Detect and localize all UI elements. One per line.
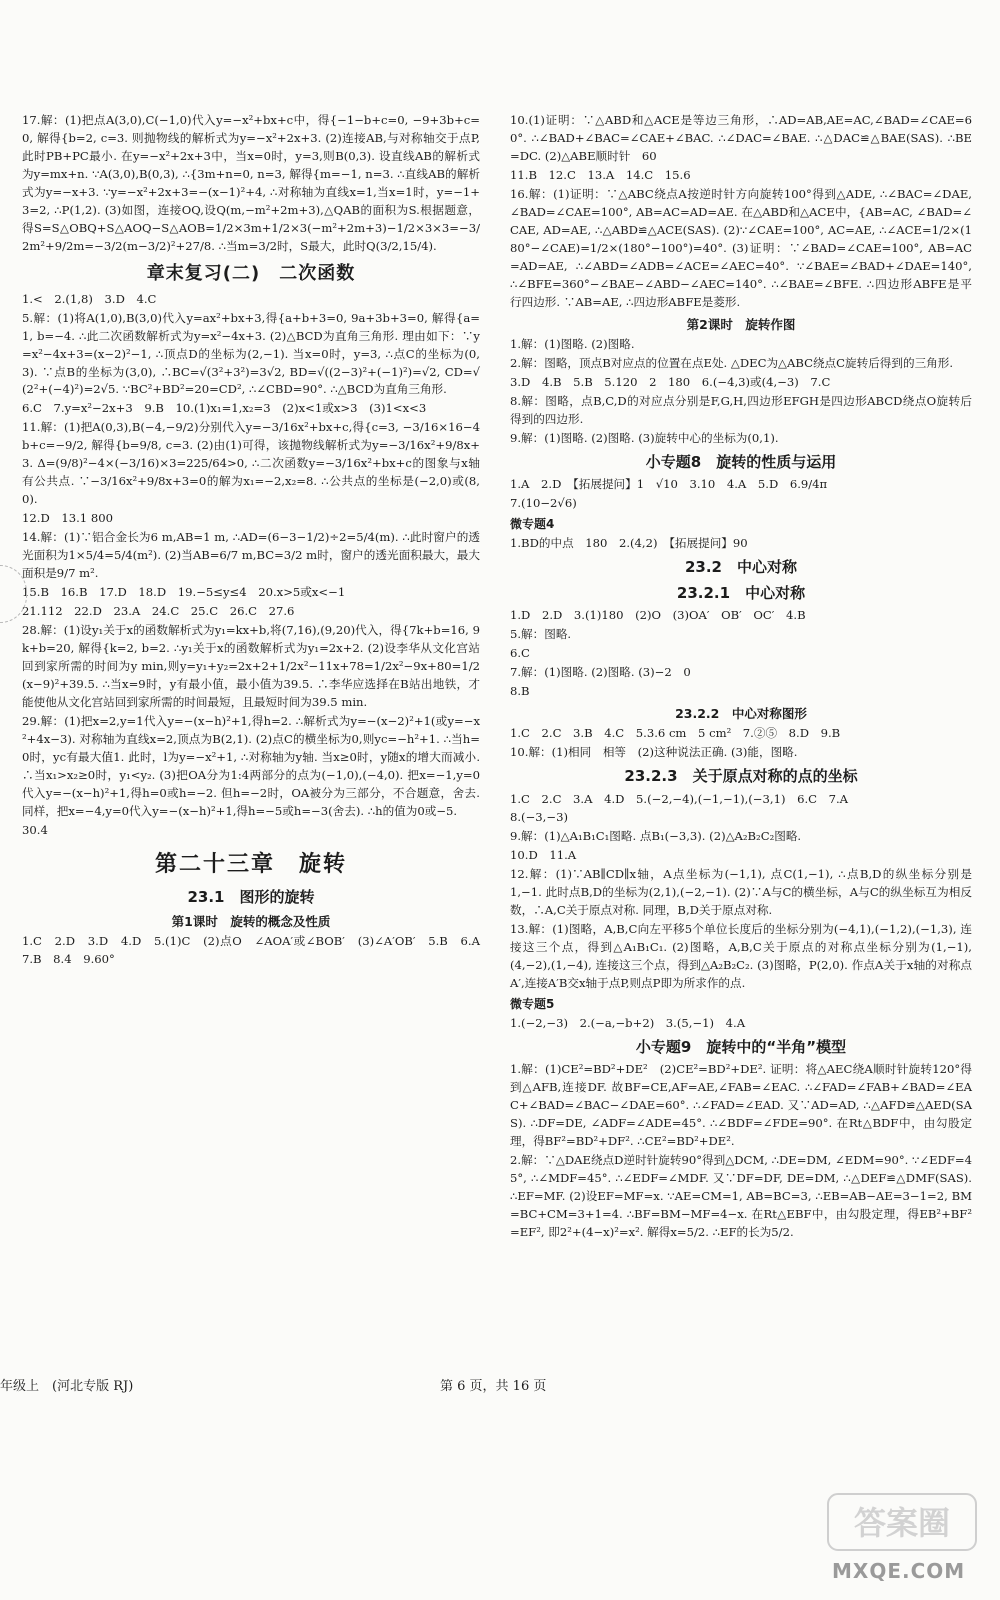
watermark-site: MXQE.COM — [832, 1559, 966, 1583]
subsection-title: 23.2.3 关于原点对称的点的坐标 — [624, 767, 858, 786]
answer-paragraph: 7.(10−2√6) — [510, 496, 577, 511]
answer-paragraph: 1.< 2.(1,8) 3.D 4.C — [22, 291, 157, 306]
answer-paragraph: 8.(−3,−3) — [510, 810, 568, 825]
subsection-title: 小专题8 旋转的性质与运用 — [645, 452, 837, 471]
subsection-title: 23.1 图形的旋转 — [187, 887, 315, 906]
footer-book-title: 年级上 (河北专版 RJ) — [0, 1379, 134, 1394]
answer-paragraph: 1.BD的中点 180 2.(4,2) 【拓展提问】90 — [510, 535, 748, 550]
answer-paragraph: 1.解：(1)CE²=BD²+DE² (2)CE²=BD²+DE². 证明：将△AEC绕A顺时针旋转120°得到△AFB,连接DF. 故BF=CE,AF=AE,∠FAB=∠EAC. ∴∠FAD=∠FAB+∠BAD=∠EAC+∠BAD=∠BAC−∠DAE=60°. ∴∠FAD=∠EAD. 又∵AD=AD, ∴△AFD≌△AED(SAS). ∴DF=DE, ∠ADF=∠ADE=45°. ∴∠BDF=∠FDE=90°. 在Rt△BDF中，由勾股定理，得BF²=BD²+DF². ∴CE²=BD²+DE². — [510, 1061, 972, 1148]
answer-paragraph: 29.解：(1)把x=2,y=1代入y=−(x−h)²+1,得h=2. ∴解析式为y=−(x−2)²+1(或y=−x²+4x−3). 对称轴为直线x=2,顶点为B(2,1). (2)点C的横坐标为0,则yc=−h²+1. ∴当h=0时，yc有最大值1. 此时，l为y=−x²+1, ∴对称轴为y轴. 当x≥0时，y随x的增大而减小. ∴当x₁>x₂≥0时，y₁<y₂. (3)把OA分为1:4两部分的点为(−1,0),(−4,0). 把x=−1,y=0代入y=−(x−h)²+1,得h=0或h=−2. 但h=−2时，OA被分为三部分，不合题意，舍去. 同样，把x=−4,y=0代入y=−(x−h)²+1,得h=−5或h=−3(舍去). ∴h的值为0或−5. — [22, 713, 480, 818]
lesson-title: 23.2.2 中心对称图形 — [675, 705, 807, 721]
micro-topic-label: 微专题5 — [510, 997, 555, 1012]
answer-paragraph: 16.解：(1)证明：∵△ABC绕点A按逆时针方向旋转100°得到△ADE, ∴∠BAC=∠DAE, ∠BAD=∠CAE=100°, AB=AC=AD=AE. 在△ABD和△ACE中，{AB=AC, ∠BAD=∠CAE, AD=AE, ∴△ABD≌△ACE(SAS). (2)∵∠CAE=100°, AC=AE, ∴∠ACE=1/2×(180°−∠CAE)=1/2×(180°−100°)=40°. (3)证明：∵∠BAD=∠CAE=100°, AB=AC=AD=AE, ∴∠ABD=∠ADB=∠ACE=∠AEC=40°. ∵∠BAE=∠BAD+∠DAE=140°, ∴∠BFE=360°−∠BAE−∠ABD−∠AEC=140°. ∴∠BAE=∠BFE. ∴四边形ABFE是平行四边形. ∵AB=AE, ∴四边形ABFE是菱形. — [510, 186, 972, 309]
answer-paragraph: 13.解：(1)图略，A,B,C向左平移5个单位长度后的坐标分别为(−4,1),(−1,2),(−1,3), 连接这三个点，得到△A₁B₁C₁. (2)图略，A,B,C关于原点的对称点坐标分别为(1,−1),(4,−2),(1,−4), 连接这三个点，得到△A₂B₂C₂. (3)图略，P(2,0). 作点A关于x轴的对称点A′,连接A′B交x轴于点P,则点P即为所求作的点. — [510, 922, 972, 991]
answer-paragraph: 2.解：图略，顶点B对应点的位置在点E处. △DEC为△ABC绕点C旋转后得到的三角形. — [510, 356, 954, 370]
answer-paragraph: 3.D 4.B 5.B 5.120 2 180 6.(−4,3)或(4,−3) 7.C — [510, 374, 831, 389]
answer-paragraph: 5.解：图略. — [510, 627, 572, 642]
right-column — [510, 112, 972, 1243]
answer-paragraph: 8.B — [510, 683, 530, 698]
answer-paragraph: 12.解：(1)∵AB∥CD∥x轴，A点坐标为(−1,1), 点C(1,−1), ∴点B,D的纵坐标分别是1,−1. 此时点B,D的坐标为(2,1),(−2,−1). (2)∵A与C的横坐标，A与C的纵坐标互为相反数，∴A,C关于原点对称. 同理，B,D关于原点对称. — [510, 867, 972, 918]
answer-paragraph: 1.D 2.D 3.(1)180 (2)O (3)OA′ OB′ OC′ 4.B — [510, 608, 806, 623]
answer-paragraph: 11.B 12.C 13.A 14.C 15.6 — [510, 167, 691, 182]
lesson-title: 第2课时 旋转作图 — [686, 316, 796, 332]
subsection-title: 23.2.1 中心对称 — [676, 583, 806, 602]
answer-paragraph: 1.A 2.D 【拓展提问】1 √10 3.10 4.A 5.D 6.9/4π — [510, 477, 828, 492]
answer-paragraph: 9.解：(1)图略. (2)图略. (3)旋转中心的坐标为(0,1). — [510, 430, 779, 445]
answer-paragraph: 30.4 — [22, 822, 48, 837]
answer-paragraph: 17.解：(1)把点A(3,0),C(−1,0)代入y=−x²+bx+c中，得{−1−b+c=0, −9+3b+c=0, 解得{b=2, c=3. 则抛物线的解析式为y=−x²+2x+3. (2)连接AB,与对称轴交于点P,此时PB+PC最小. 在y=−x²+2x+3中，当x=0时，y=3,则B(0,3). 设直线AB的解析式为y=mx+n. ∵A(3,0),B(0,3), ∴{3m+n=0, n=3, 解得{m=−1, n=3. ∴直线AB的解析式为y=−x+3. ∵y=−x²+2x+3=−(x−1)²+4, ∴对称轴为直线x=1,当x=1时，y=−1+3=2, ∴P(1,2). (3)如图，连接OQ,设Q(m,−m²+2m+3),△QAB的面积为S.根据题意，得S=S△OBQ+S△AOQ−S△AOB=1/2×3m+1/2×3(−m²+2m+3)−1/2×3×3=−3/2m²+9/2m=−3/2(m−3/2)²+27/8. ∴当m=3/2时，S最大，此时Q(3/2,15/4). — [22, 113, 480, 253]
subsection-title: 23.2 中心对称 — [684, 557, 797, 576]
answer-paragraph: 5.解：(1)将A(1,0),B(3,0)代入y=ax²+bx+3,得{a+b+3=0, 9a+3b+3=0, 解得{a=1, b=−4. ∴此二次函数解析式为y=x²−4x+3. (2)△BCD为直角三角形. 理由如下：∵y=x²−4x+3=(x−2)²−1, ∴顶点D的坐标为(2,−1). 当x=0时，y=3, ∴点C的坐标为(0,3). ∵点B的坐标为(3,0), ∴BC=√(3²+3²)=3√2, BD=√((2−3)²+(−1)²)=√2, CD=√(2²+(−4)²)=2√5. ∵BC²+BD²=20=CD², ∴∠CBD=90°. ∴△BCD为直角三角形. — [22, 310, 480, 397]
answer-paragraph: 11.解：(1)把A(0,3),B(−4,−9/2)分别代入y=−3/16x²+bx+c,得{c=3, −3/16×16−4b+c=−9/2, 解得{b=9/8, c=3. (2)由(1)可得，该抛物线解析式为y=−3/16x²+9/8x+3. Δ=(9/8)²−4×(−3/16)×3=225/64>0, ∴二次函数y=−3/16x²+bx+c的图象与x轴有公共点. ∵−3/16x²+9/8x+3=0的解为x₁=−2,x₂=8. ∴公共点的坐标是(−2,0)或(8,0). — [22, 420, 480, 507]
answer-paragraph: 14.解：(1)∵铝合金长为6 m,AB=1 m, ∴AD=(6−3−1/2)÷2=5/4(m). ∴此时窗户的透光面积为1×5/4=5/4(m²). (2)当AB=6/7 m,BC=3/2 m时，窗户的透光面积最大，最大面积是9/7 m². — [22, 530, 480, 581]
section-title: 章末复习(二) 二次函数 — [146, 262, 356, 284]
micro-topic-label: 微专题4 — [510, 517, 555, 532]
answer-paragraph: 21.112 22.D 23.A 24.C 25.C 26.C 27.6 — [22, 604, 295, 619]
answer-paragraph: 1.(−2,−3) 2.(−a,−b+2) 3.(5,−1) 4.A — [510, 1015, 746, 1030]
answer-paragraph: 7.解：(1)图略. (2)图略. (3)−2 0 — [510, 665, 691, 679]
answer-paragraph: 28.解：(1)设y₁关于x的函数解析式为y₁=kx+b,将(7,16),(9,20)代入，得{7k+b=16, 9k+b=20, 解得{k=2, b=2. ∴y₁关于x的函数解析式为y₁=2x+2. (2)设李华从文化宫站回到家所需的时间为y min,则y=y₁+y₂=2x+2+1/2x²−11x+78=1/2x²−9x+80=1/2(x−9)²+39.5. ∴当x=9时，y有最小值，最小值为39.5. ∴李华应选择在B站出地铁，才能使他从文化宫站回到家所需的时间最短，且最短时间为39.5 min. — [22, 623, 480, 709]
answer-paragraph: 1.C 2.C 3.A 4.D 5.(−2,−4),(−1,−1),(−3,1) 6.C 7.A — [510, 791, 849, 806]
watermark-logo-text: 答案圈 — [853, 1504, 951, 1542]
footer-page-number: 第 6 页，共 16 页 — [440, 1379, 547, 1394]
subsection-title: 小专题9 旋转中的“半角”模型 — [635, 1037, 847, 1056]
answer-paragraph: 10.D 11.A — [510, 848, 577, 863]
lesson-title: 第1课时 旋转的概念及性质 — [171, 914, 331, 930]
answer-paragraph: 9.解：(1)△A₁B₁C₁图略. 点B₁(−3,3). (2)△A₂B₂C₂图略. — [510, 829, 802, 844]
answer-paragraph: 2.解：∵△DAE绕点D逆时针旋转90°得到△DCM, ∴DE=DM, ∠EDM=90°. ∵∠EDF=45°, ∴∠MDF=45°. ∴∠EDF=∠MDF. 又∵DF=DF, DE=DM, ∴△DEF≌△DMF(SAS). ∴EF=MF. (2)设EF=MF=x. ∵AE=CM=1, AB=BC=3, ∴EB=AB−AE=3−1=2, BM=BC+CM=3+1=4. ∴BF=BM−MF=4−x. 在Rt△EBF中，由勾股定理，得EB²+BF²=EF², 即2²+(4−x)²=x². 解得x=5/2. ∴EF的长为5/2. — [510, 1152, 972, 1239]
answer-paragraph: 15.B 16.B 17.D 18.D 19.−5≤y≤4 20.x>5或x<−1 — [22, 585, 346, 600]
answer-paragraph: 1.解：(1)图略. (2)图略. — [510, 337, 635, 352]
answer-paragraph: 8.解：图略，点B,C,D的对应点分别是F,G,H,四边形EFGH是四边形ABCD绕点O旋转后得到的四边形. — [510, 393, 972, 426]
answer-paragraph: 1.C 2.C 3.B 4.C 5.3.6 cm 5 cm² 7.②⑤ 8.D 9.B — [510, 726, 841, 741]
answer-paragraph: 12.D 13.1 800 — [22, 511, 113, 526]
answer-paragraph: 1.C 2.D 3.D 4.D 5.(1)C (2)点O ∠AOA′或∠BOB′ (3)∠A′OB′ 5.B 6.A 7.B 8.4 9.60° — [22, 934, 492, 967]
left-column — [22, 112, 492, 970]
answer-paragraph: 6.C 7.y=x²−2x+3 9.B 10.(1)x₁=1,x₂=3 (2)x<1或x>3 (3)1<x<3 — [22, 401, 427, 416]
chapter-title: 第二十三章 旋转 — [154, 851, 347, 877]
answer-paragraph: 10.解：(1)相同 相等 (2)这种说法正确. (3)能，图略. — [510, 745, 798, 760]
answer-paragraph: 10.(1)证明：∵△ABD和△ACE是等边三角形，∴AD=AB,AE=AC,∠BAD=∠CAE=60°. ∴∠BAD+∠BAC=∠CAE+∠BAC. ∴∠DAC=∠BAE. ∴△DAC≌△BAE(SAS). ∴BE=DC. (2)△ABE顺时针 60 — [510, 113, 972, 163]
answer-paragraph: 6.C — [510, 646, 530, 661]
